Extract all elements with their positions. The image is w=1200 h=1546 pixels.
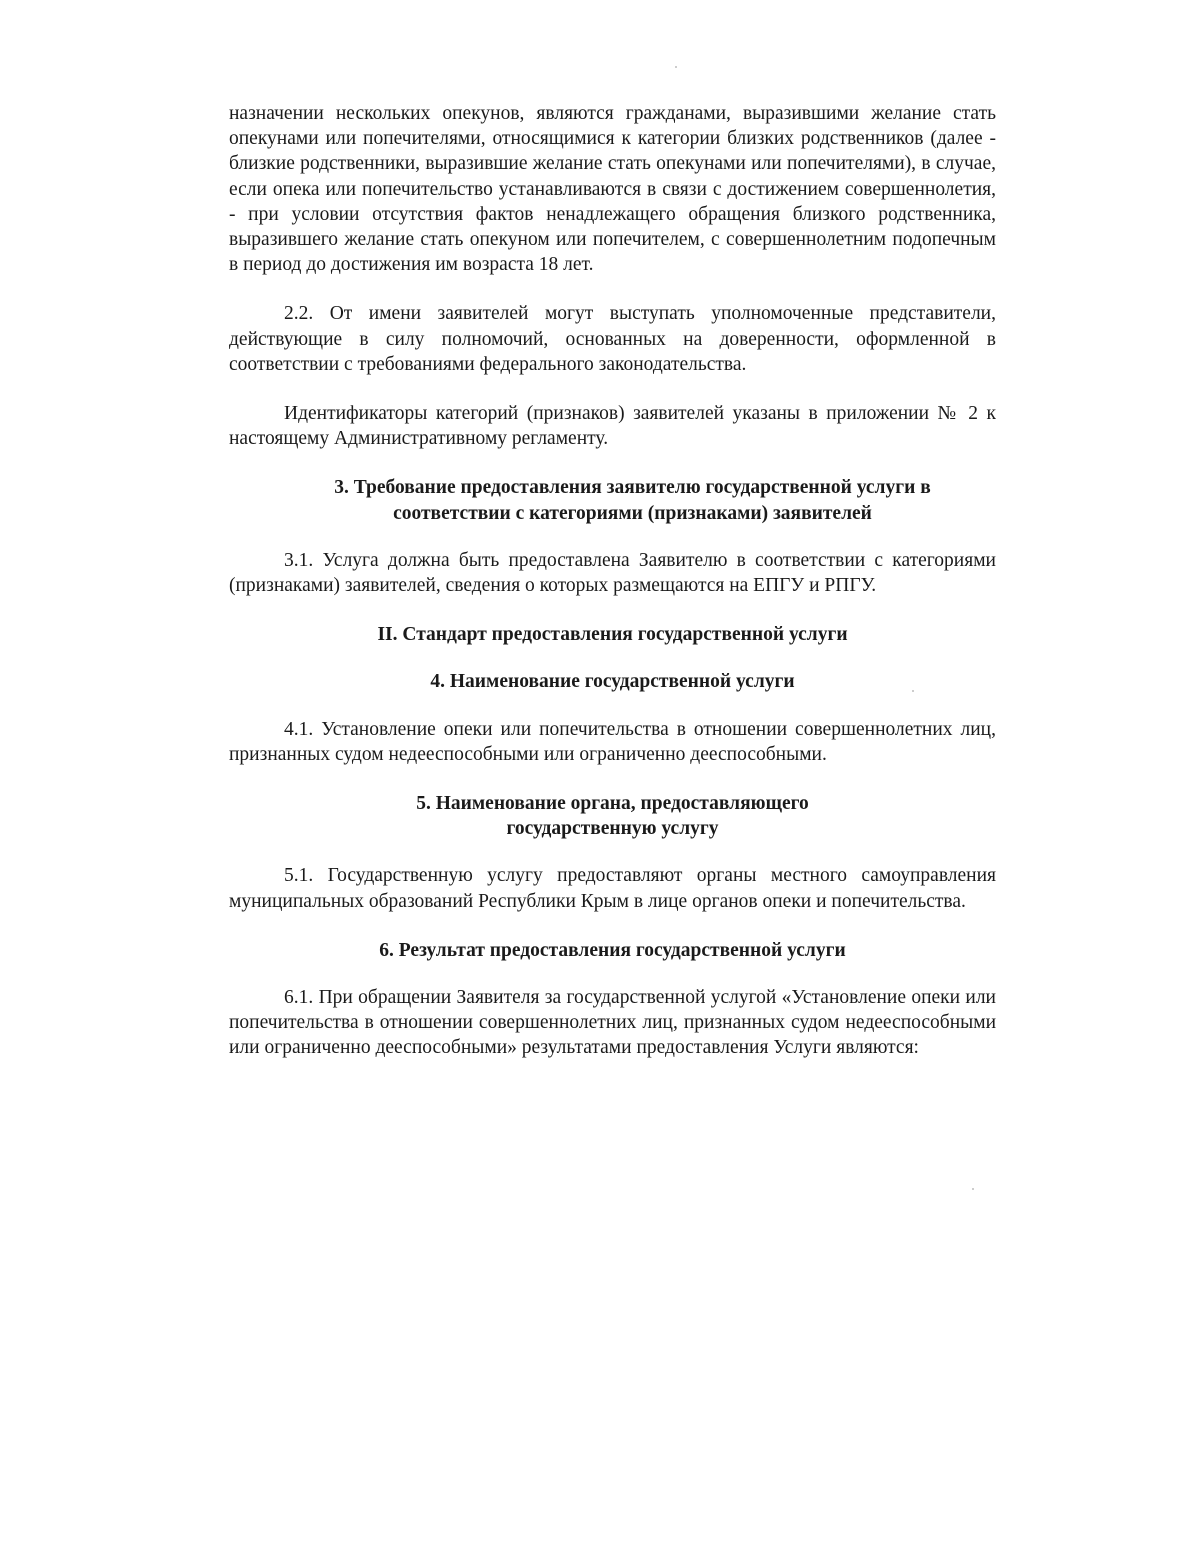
paragraph-continued: назначении нескольких опекунов, являются гражданами, выразившими желание стать опекунами или попечителями, относящимися к категории близких родственников (далее - близкие родственники, выразившие желание стать опекунами или попечителями), в случае, если опека или попечительство устанавливаются в связи с достижением совершеннолетия, - при условии отсутствия фактов ненадлежащего обращения близкого родственника, выразившего желание стать опекуном или попечителем, с совершеннолетним подопечным в период до достижения им возраста 18 лет. <box>229 103 996 276</box>
heading-section-6: 6. Результат предоставления государственной услуги <box>379 939 846 961</box>
paragraph-identifiers: Идентификаторы категорий (признаков) заявителей указаны в приложении № 2 к настоящему Административному регламенту. <box>229 403 996 450</box>
document-page <box>229 101 996 1061</box>
scan-speck <box>972 1188 974 1190</box>
paragraph-4-1: 4.1. Установление опеки или попечительства в отношении совершеннолетних лиц, признанных судом недееспособными или ограниченно дееспособными. <box>229 718 996 765</box>
heading-5-line2: государственную услугу <box>506 818 719 840</box>
scan-speck <box>675 66 677 68</box>
heading-section-4: 4. Наименование государственной услуги <box>430 671 795 693</box>
paragraph-2-2: 2.2. От имени заявителей могут выступать уполномоченные представители, действующие в силу полномочий, основанных на доверенности, оформленной в соответствии с требованиями федерального законодательства. <box>229 303 996 375</box>
heading-3-line1: 3. Требование предоставления заявителю государственной услуги в <box>334 477 931 499</box>
heading-5-line1: 5. Наименование органа, предоставляющего <box>416 793 809 815</box>
heading-section-II: II. Стандарт предоставления государственной услуги <box>377 624 848 646</box>
paragraph-3-1: 3.1. Услуга должна быть предоставлена Заявителю в соответствии с категориями (признаками) заявителей, сведения о которых размещаются на ЕПГУ и РПГУ. <box>229 549 996 597</box>
heading-3-line2: соответствии с категориями (признаками) заявителей <box>393 502 872 524</box>
paragraph-6-1: 6.1. При обращении Заявителя за государственной услугой «Установление опеки или попечительства в отношении совершеннолетних лиц, признанных судом недееспособными или ограниченно дееспособными» результатами предоставления Услуги являются: <box>229 987 996 1059</box>
paragraph-5-1: 5.1. Государственную услугу предоставляют органы местного самоуправления муниципальных образований Республики Крым в лице органов опеки и попечительства. <box>229 865 996 912</box>
heading-section-3 <box>229 475 996 525</box>
heading-section-5 <box>229 791 996 841</box>
